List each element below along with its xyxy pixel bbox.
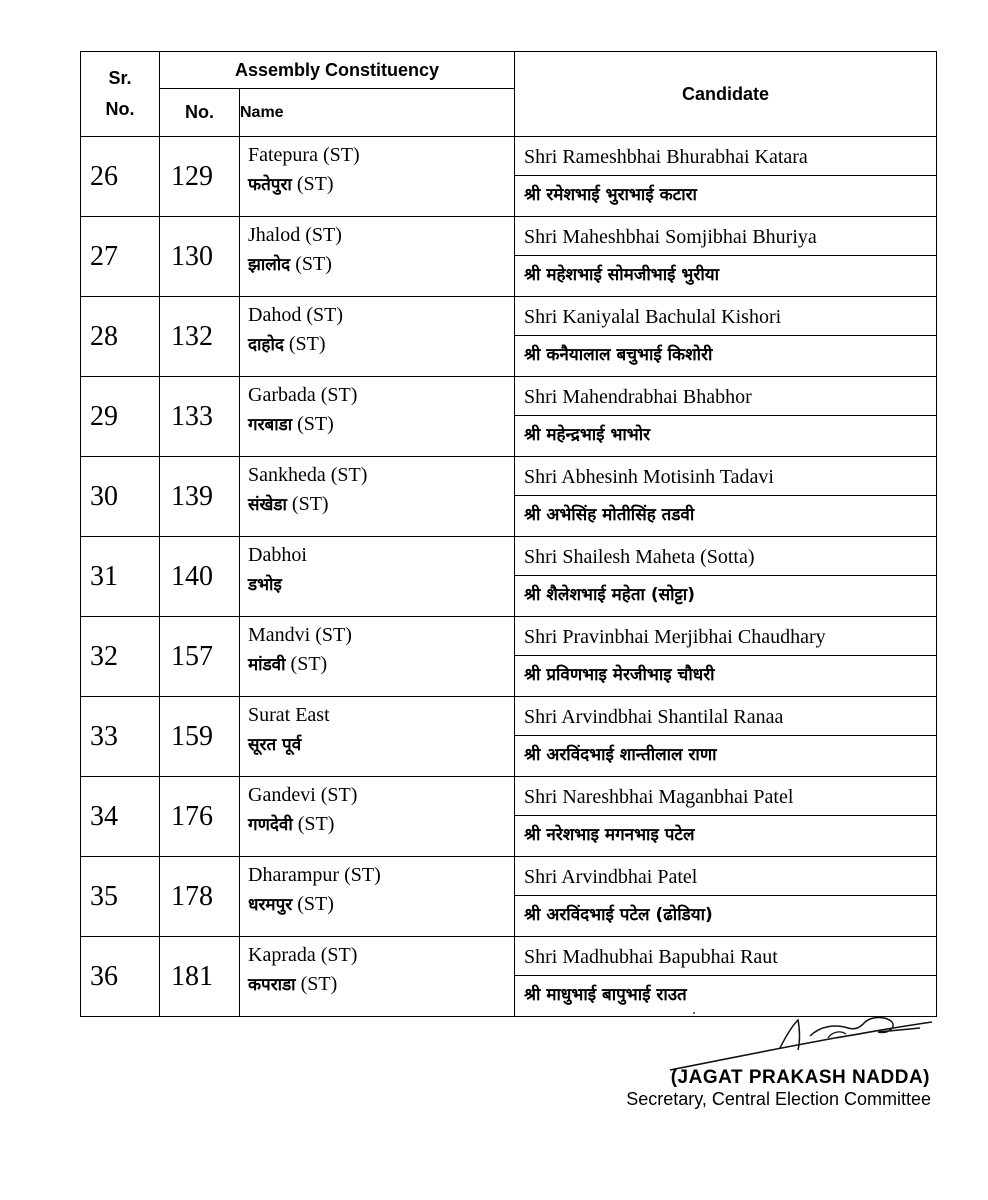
constituency-name-hi-line <box>248 250 514 280</box>
constituency-name-hi-suffix: (ST) <box>288 333 326 355</box>
constituency-name-en: Kaprada (ST) <box>248 944 358 966</box>
signatory-name: (JAGAT PRAKASH NADDA) <box>670 1067 930 1088</box>
ac-no-cell: 181 <box>160 937 240 1017</box>
candidate-name-hi: श्री नरेशभाइ मगनभाइ पटेल <box>524 825 695 845</box>
constituency-cell <box>240 137 515 217</box>
table-row <box>81 217 937 297</box>
constituency-name-hi-line <box>248 970 514 1000</box>
sr-no-cell: 35 <box>81 857 160 937</box>
table-row <box>81 617 937 697</box>
sr-no-cell: 27 <box>81 217 160 297</box>
sr-no-cell: 31 <box>81 537 160 617</box>
constituency-name-hi-suffix: (ST) <box>297 893 334 915</box>
candidate-name-hi: श्री अरविंदभाई शान्तीलाल राणा <box>524 745 717 765</box>
constituency-cell <box>240 937 515 1017</box>
constituency-name-hi-line <box>248 730 514 760</box>
constituency-name-hi: संखेडा <box>248 495 287 515</box>
candidate-name-hi: श्री माधुभाई बापुभाई राउत <box>524 985 687 1005</box>
constituency-name-hi-line <box>248 890 514 920</box>
constituency-cell <box>240 617 515 697</box>
header-ac-name: Name <box>240 89 515 137</box>
constituency-name-hi-suffix: (ST) <box>290 653 328 675</box>
header-ac-no: No. <box>160 89 240 137</box>
ac-no-cell: 132 <box>160 297 240 377</box>
header-candidate: Candidate <box>515 52 937 137</box>
table-row <box>81 777 937 857</box>
constituency-name-en: Dahod (ST) <box>248 304 343 326</box>
constituency-name-hi: धरमपुर <box>248 895 293 915</box>
table-row <box>81 857 937 937</box>
ac-no-cell: 139 <box>160 457 240 537</box>
constituency-name-hi-line <box>248 650 514 680</box>
candidate-name-hi: श्री अरविंदभाई पटेल (ढोडिया) <box>524 905 713 925</box>
table-row <box>81 457 937 537</box>
ac-no-cell: 133 <box>160 377 240 457</box>
candidate-name-en: Shri Pravinbhai Merjibhai Chaudhary <box>515 619 936 656</box>
candidate-name-en: Shri Rameshbhai Bhurabhai Katara <box>515 139 936 176</box>
table-row <box>81 137 937 217</box>
candidate-cell <box>515 217 937 297</box>
constituency-name-en: Dharampur (ST) <box>248 864 381 886</box>
constituency-name-hi-line <box>248 330 514 360</box>
constituency-name-hi-suffix: (ST) <box>295 253 332 275</box>
candidate-cell <box>515 697 937 777</box>
constituency-name-en: Dabhoi <box>248 544 307 566</box>
constituency-name-hi: दाहोद <box>248 335 284 355</box>
candidate-name-en: Shri Shailesh Maheta (Sotta) <box>515 539 936 576</box>
table-row <box>81 537 937 617</box>
candidate-name-hi: श्री शैलेशभाई महेता (सोट्टा) <box>524 585 695 605</box>
constituency-name-hi: सूरत पूर्व <box>248 735 302 755</box>
constituency-name-hi-suffix: (ST) <box>296 173 334 195</box>
header-assembly-constituency: Assembly Constituency <box>160 52 515 89</box>
header-sr-no-label: No. <box>105 99 135 119</box>
ac-no-cell: 159 <box>160 697 240 777</box>
candidate-name-en: Shri Maheshbhai Somjibhai Bhuriya <box>515 219 936 256</box>
constituency-name-en: Sankheda (ST) <box>248 464 368 486</box>
sr-no-cell: 30 <box>81 457 160 537</box>
signatory-title: Secretary, Central Election Committee <box>626 1089 931 1109</box>
candidate-cell <box>515 537 937 617</box>
candidate-name-en: Shri Kaniyalal Bachulal Kishori <box>515 299 936 336</box>
candidate-name-en: Shri Arvindbhai Shantilal Ranaa <box>515 699 936 736</box>
candidate-name-hi: श्री अभेसिंह मोतीसिंह तडवी <box>524 505 695 525</box>
constituency-name-hi: मांडवी <box>248 655 286 675</box>
constituency-name-hi-line <box>248 410 514 440</box>
table-row <box>81 377 937 457</box>
constituency-cell <box>240 777 515 857</box>
constituency-name-hi: गरबाडा <box>248 415 293 435</box>
table-body <box>81 137 937 1017</box>
sr-no-cell: 32 <box>81 617 160 697</box>
candidate-name-hi: श्री कनैयालाल बचुभाई किशोरी <box>524 345 713 365</box>
ac-no-cell: 157 <box>160 617 240 697</box>
candidate-cell <box>515 137 937 217</box>
constituency-name-en: Jhalod (ST) <box>248 224 342 246</box>
candidate-name-hi: श्री महेन्द्रभाई भाभोर <box>524 425 651 445</box>
table-header <box>81 52 937 137</box>
ac-no-cell: 176 <box>160 777 240 857</box>
constituency-name-hi: फतेपुरा <box>248 175 292 195</box>
table-row <box>81 297 937 377</box>
constituency-name-hi: कपराडा <box>248 975 296 995</box>
constituency-name-hi-line <box>248 570 514 600</box>
sr-no-cell: 29 <box>81 377 160 457</box>
header-sr-label: Sr. <box>108 68 132 88</box>
constituency-cell <box>240 377 515 457</box>
constituency-name-en: Garbada (ST) <box>248 384 358 406</box>
constituency-name-hi-suffix: (ST) <box>297 813 335 835</box>
sr-no-cell: 36 <box>81 937 160 1017</box>
candidate-name-hi: श्री प्रविणभाइ मेरजीभाइ चौधरी <box>524 665 715 685</box>
constituency-cell <box>240 857 515 937</box>
candidate-cell <box>515 377 937 457</box>
constituency-name-en: Gandevi (ST) <box>248 784 358 806</box>
candidate-name-en: Shri Madhubhai Bapubhai Raut <box>515 939 936 976</box>
candidate-cell <box>515 457 937 537</box>
ac-no-cell: 140 <box>160 537 240 617</box>
constituency-cell <box>240 537 515 617</box>
constituency-name-hi: डभोइ <box>248 575 282 595</box>
header-sr-no <box>81 52 160 137</box>
table-row <box>81 697 937 777</box>
ac-no-cell: 130 <box>160 217 240 297</box>
constituency-name-en: Surat East <box>248 704 330 726</box>
constituency-name-hi-line <box>248 170 514 200</box>
constituency-name-hi-line <box>248 490 514 520</box>
candidate-name-hi: श्री रमेशभाई भुराभाई कटारा <box>524 185 697 205</box>
candidate-name-en: Shri Nareshbhai Maganbhai Patel <box>515 779 936 816</box>
sr-no-cell: 26 <box>81 137 160 217</box>
candidate-cell <box>515 777 937 857</box>
constituency-name-en: Mandvi (ST) <box>248 624 352 646</box>
candidate-table <box>80 51 937 1017</box>
constituency-name-hi: झालोद <box>248 255 291 275</box>
constituency-name-hi-suffix: (ST) <box>300 973 338 995</box>
candidate-cell <box>515 297 937 377</box>
sr-no-cell: 34 <box>81 777 160 857</box>
candidate-name-hi: श्री महेशभाई सोमजीभाई भुरीया <box>524 265 719 285</box>
candidate-cell <box>515 937 937 1017</box>
constituency-cell <box>240 297 515 377</box>
sr-no-cell: 33 <box>81 697 160 777</box>
constituency-cell <box>240 697 515 777</box>
constituency-name-hi-suffix: (ST) <box>291 493 329 515</box>
ac-no-cell: 178 <box>160 857 240 937</box>
candidate-cell <box>515 857 937 937</box>
constituency-cell <box>240 217 515 297</box>
ac-no-cell: 129 <box>160 137 240 217</box>
constituency-name-hi: गणदेवी <box>248 815 293 835</box>
candidate-name-en: Shri Arvindbhai Patel <box>515 859 936 896</box>
candidate-name-en: Shri Abhesinh Motisinh Tadavi <box>515 459 936 496</box>
table-row <box>81 937 937 1017</box>
candidate-cell <box>515 617 937 697</box>
constituency-cell <box>240 457 515 537</box>
constituency-name-en: Fatepura (ST) <box>248 144 360 166</box>
constituency-name-hi-line <box>248 810 514 840</box>
sr-no-cell: 28 <box>81 297 160 377</box>
candidate-name-en: Shri Mahendrabhai Bhabhor <box>515 379 936 416</box>
constituency-name-hi-suffix: (ST) <box>297 413 334 435</box>
